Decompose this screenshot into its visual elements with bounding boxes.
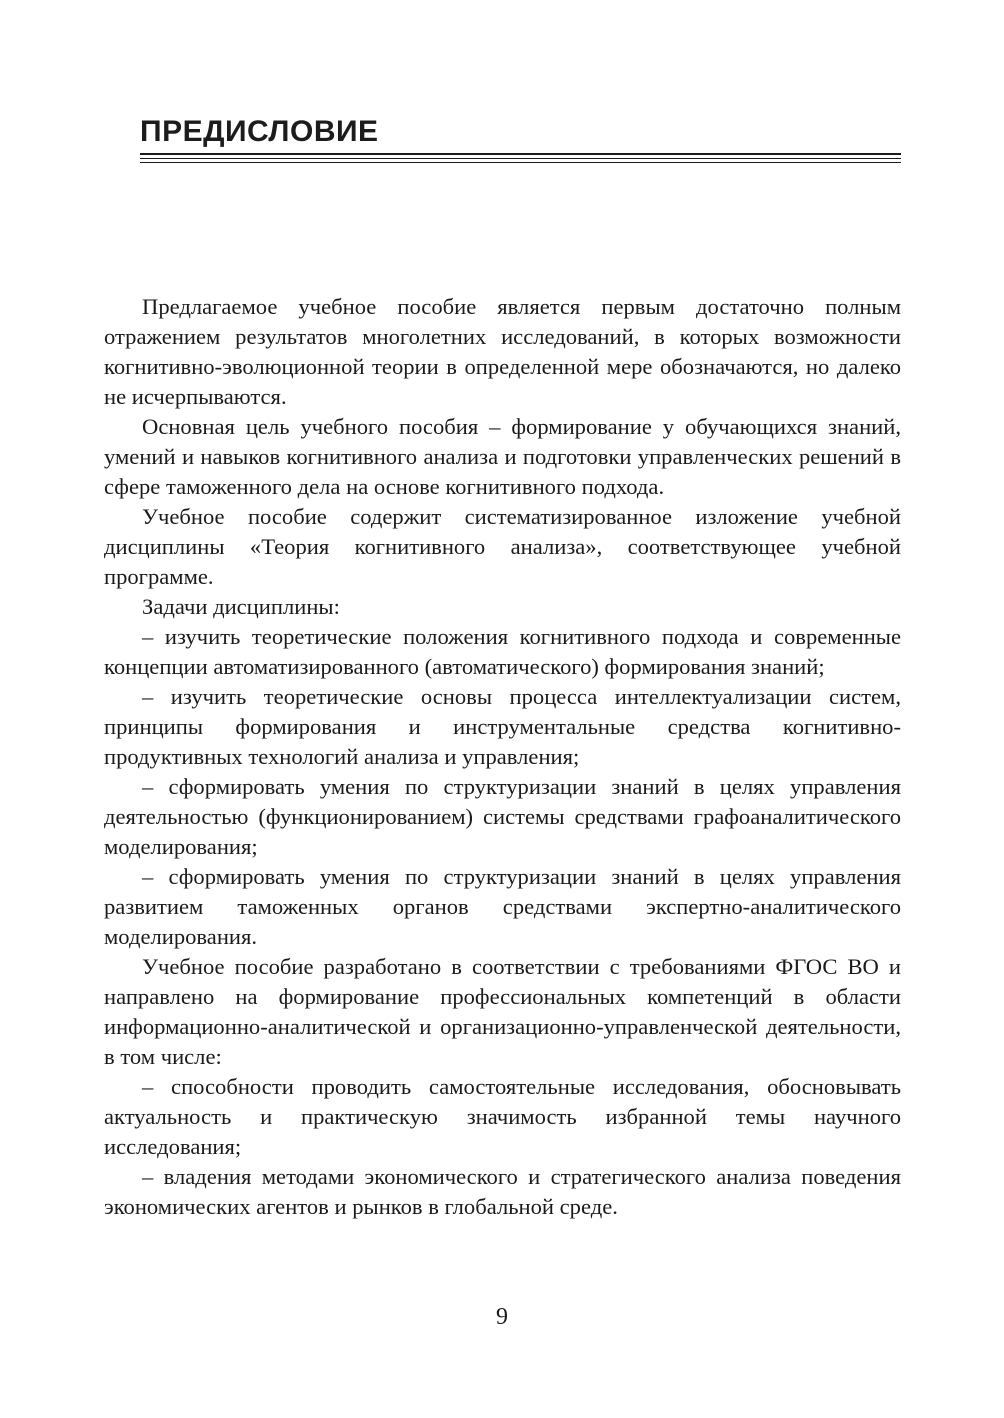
list-item: – сформировать умения по структуризации знаний в целях управления развитием таможенных органов средствами экспертно-аналитического моделирования. bbox=[104, 864, 901, 949]
paragraph: Предлагаемое учебное пособие является первым достаточно полным отражением результатов многолетних исследований, в которых возможности когнитивно-эволюционной теории в определенной мере обозначаются, но далеко не исчерпываются. bbox=[104, 294, 901, 409]
paragraph: Учебное пособие содержит систематизированное изложение учебной дисциплины «Теория когнитивного анализа», соответствующее учебной программе. bbox=[104, 504, 901, 589]
list-item: – сформировать умения по структуризации знаний в целях управления деятельностью (функционированием) системы средствами графоаналитического моделирования; bbox=[104, 774, 901, 859]
list-item: – изучить теоретические положения когнитивного подхода и современные концепции автоматизированного (автоматического) формирования знаний; bbox=[104, 624, 901, 679]
list-item: – изучить теоретические основы процесса интеллектуализации систем, принципы формирования и инструментальные средства когнитивно-продуктивных технологий анализа и управления; bbox=[104, 684, 901, 769]
heading-rule-thin-1 bbox=[140, 158, 901, 159]
paragraph: Основная цель учебного пособия – формирование у обучающихся знаний, умений и навыков когнитивного анализа и подготовки управленческих решений в сфере таможенного дела на основе когнитивного подхода. bbox=[104, 414, 901, 499]
heading-rule-thick bbox=[140, 153, 901, 155]
list-item: – владения методами экономического и стратегического анализа поведения экономических агентов и рынков в глобальной среде. bbox=[104, 1164, 901, 1219]
paragraph: Задачи дисциплины: bbox=[142, 594, 340, 619]
list-item: – способности проводить самостоятельные исследования, обосновывать актуальность и практическую значимость избранной темы научного исследования; bbox=[104, 1074, 901, 1159]
paragraph: Учебное пособие разработано в соответствии с требованиями ФГОС ВО и направлено на формирование профессиональных компетенций в области информационно-аналитической и организационно-управленческой деятельности, в том числе: bbox=[104, 954, 901, 1069]
body-text bbox=[104, 292, 901, 1222]
heading-rule-thin-2 bbox=[140, 162, 901, 163]
chapter-heading: ПРЕДИСЛОВИЕ bbox=[140, 115, 379, 148]
page-number: 9 bbox=[496, 1304, 508, 1330]
